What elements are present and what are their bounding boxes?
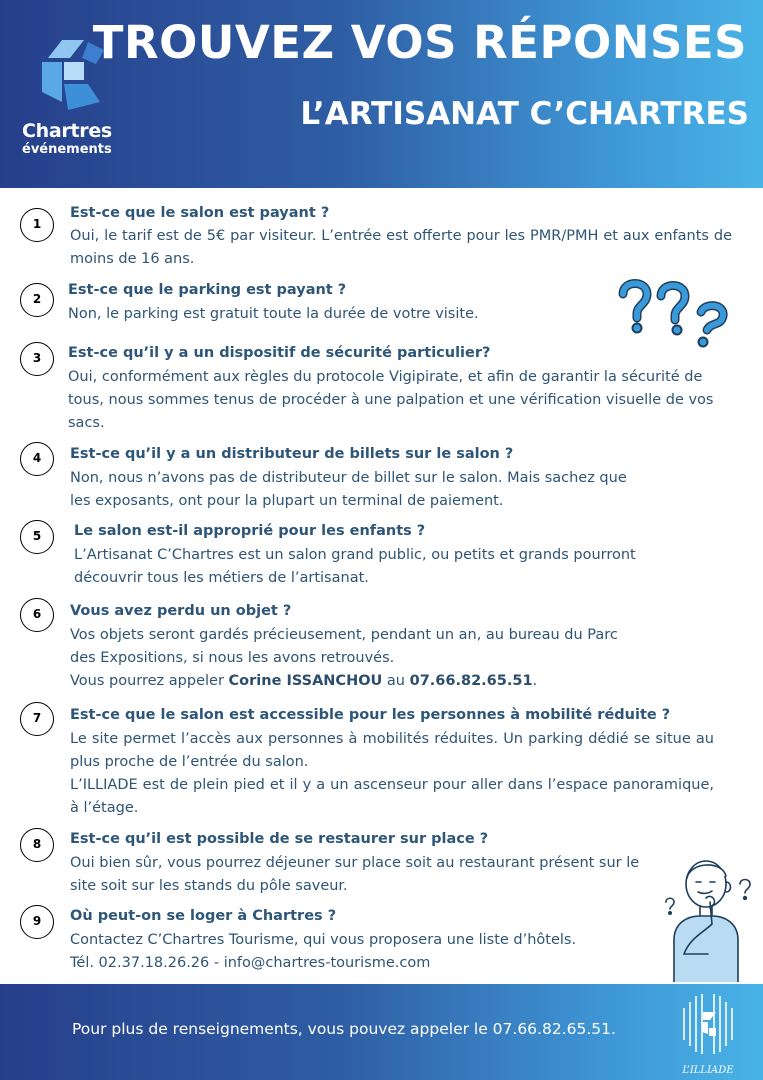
faq-answer-line: L’Artisanat C’Chartres est un salon grand public, ou petits et grands pourront <box>74 547 636 563</box>
faq-answer-line: Vos objets seront gardés précieusement, pendant un an, au bureau du Parc <box>70 627 618 643</box>
header-banner <box>0 0 763 188</box>
faq-answer-line <box>70 670 730 693</box>
illiade-logo-label: L’ILLIADE <box>682 1065 734 1076</box>
faq-question: Est-ce qu’il est possible de se restaurer sur place ? <box>70 831 489 847</box>
faq-answer-line: Tél. 02.37.18.26.26 - info@chartres-tourisme.com <box>70 955 431 971</box>
faq-question: Est-ce que le parking est payant ? <box>68 282 347 298</box>
faq-answer <box>70 624 730 693</box>
illiade-logo <box>676 990 740 1076</box>
faq-number-badge: 1 <box>20 208 54 242</box>
faq-answer-text: au <box>382 673 410 689</box>
faq-answer-line: les exposants, ont pour la plupart un terminal de paiement. <box>70 493 504 509</box>
contact-phone: 07.66.82.65.51 <box>409 673 533 689</box>
faq-question: Est-ce qu’il y a un dispositif de sécurité particulier? <box>68 345 491 361</box>
faq-question: Vous avez perdu un objet ? <box>70 603 292 619</box>
faq-number-badge: 2 <box>20 283 54 317</box>
faq-answer <box>70 929 650 975</box>
faq-number-badge: 9 <box>20 905 54 939</box>
thinking-person-icon <box>660 858 760 982</box>
faq-answer-text: Vous pourrez appeler <box>70 673 229 689</box>
faq-answer-line: découvrir tous les métiers de l’artisanat. <box>74 570 369 586</box>
faq-answer-paragraph: Le site permet l’accès aux personnes à mobilités réduites. Un parking dédié se situe au plus proche de l’entrée du salon. <box>70 731 714 770</box>
faq-answer: Oui, le tarif est de 5€ par visiteur. L’entrée est offerte pour les PMR/PMH et aux enfants de moins de 16 ans. <box>70 228 732 267</box>
faq-number-badge: 8 <box>20 828 54 862</box>
page-subtitle: L’ARTISANAT C’CHARTRES <box>300 96 749 132</box>
faq-number-badge: 3 <box>20 342 54 376</box>
faq-number-badge: 7 <box>20 702 54 736</box>
faq-answer: Oui, conformément aux règles du protocole Vigipirate, et afin de garantir la sécurité de tous, nous sommes tenus de procéder à une palpation et une vérification visuelle de vos sacs. <box>68 369 714 431</box>
faq-answer <box>70 728 714 820</box>
footer-banner <box>0 984 763 1080</box>
faq-answer-line: Oui bien sûr, vous pourrez déjeuner sur place soit au restaurant présent sur le <box>70 855 640 871</box>
faq-answer <box>70 852 690 898</box>
faq-answer-line: des Expositions, si nous les avons retrouvés. <box>70 650 395 666</box>
contact-name: Corine ISSANCHOU <box>228 673 383 689</box>
faq-answer-line: Contactez C’Chartres Tourisme, qui vous proposera une liste d’hôtels. <box>70 932 577 948</box>
footer-contact-text: Pour plus de renseignements, vous pouvez appeler le 07.66.82.65.51. <box>72 1020 616 1038</box>
faq-question: Où peut-on se loger à Chartres ? <box>70 908 337 924</box>
illiade-logo-icon <box>676 990 740 1058</box>
question-marks-icon <box>617 272 732 352</box>
faq-number-badge: 5 <box>20 520 54 554</box>
faq-question: Est-ce que le salon est accessible pour les personnes à mobilité réduite ? <box>70 707 671 723</box>
faq-answer-line: Non, nous n’avons pas de distributeur de billet sur le salon. Mais sachez que <box>70 470 627 486</box>
faq-question: Est-ce que le salon est payant ? <box>70 205 330 221</box>
logo-text-chartres: Chartres <box>22 120 112 142</box>
faq-answer <box>70 467 730 513</box>
faq-answer-line: site soit sur les stands du pôle saveur. <box>70 878 348 894</box>
faq-answer-paragraph: L’ILLIADE est de plein pied et il y a un ascenseur pour aller dans l’espace panoramique, à l’étage. <box>70 777 714 816</box>
faq-question: Le salon est-il approprié pour les enfants ? <box>74 523 426 539</box>
logo-text-evenements: événements <box>22 142 112 157</box>
faq-question: Est-ce qu’il y a un distributeur de billets sur le salon ? <box>70 446 514 462</box>
faq-answer-text: . <box>532 673 538 689</box>
faq-number-badge: 4 <box>20 442 54 476</box>
faq-answer <box>74 544 734 590</box>
page-title: TROUVEZ VOS RÉPONSES <box>92 16 747 69</box>
faq-answer: Non, le parking est gratuit toute la durée de votre visite. <box>68 306 479 322</box>
faq-number-badge: 6 <box>20 598 54 632</box>
